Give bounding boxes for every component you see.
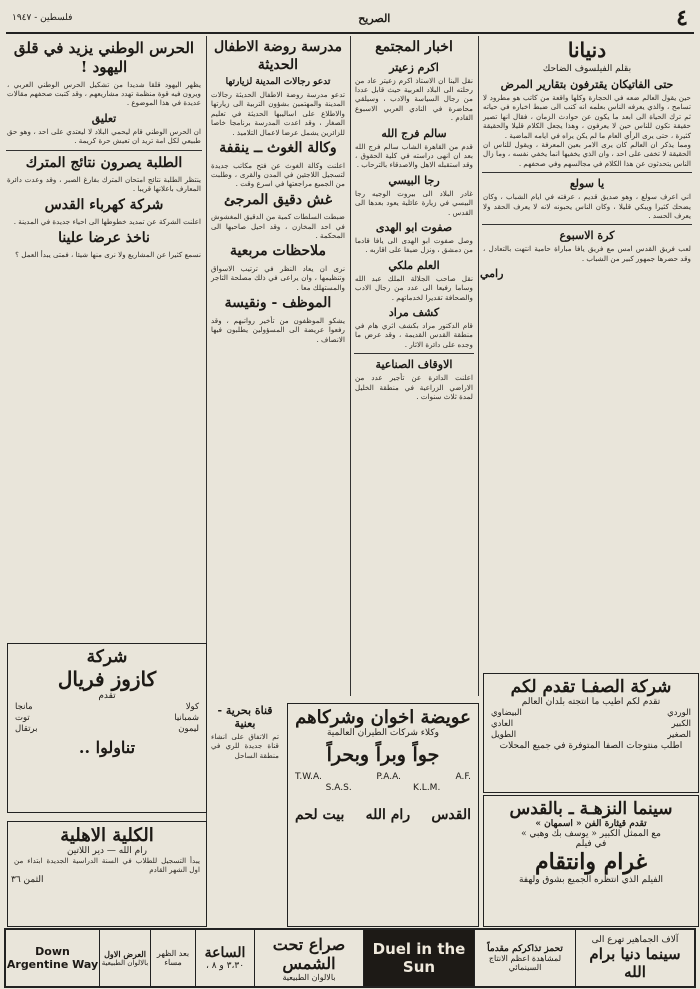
page-number: ٤: [676, 5, 688, 31]
banner-cell: [6, 930, 99, 986]
cooperative-note: [208, 700, 282, 918]
ad-line: مع الممثل الكبير « يوسف بك وهبي »: [521, 829, 661, 839]
article-body: يشكو الموظفون من تأخير رواتبهم ، وقد رفعوا عريضة الى المسؤولين يطلبون فيها الانصاف .: [211, 315, 345, 344]
ad-text: الفيلم الذي انتظره الجميع بشوق ولهفة: [518, 875, 664, 885]
column-body: ومما يذكر ان العالم كان يرى الامر بعين المعرفة ، ويقول للناس ان الحقيقة لا تخفى على احد ، وان الذي يخفيها انما يخفي نفسه ، وما زال الناس يتحدثون عن هذا الكلام في مجالسهم وفي صحفهم .: [483, 140, 691, 168]
column-divider: [350, 36, 351, 696]
airline-code: A.F.: [455, 772, 471, 782]
column-body: اني اعرف سولع ، وهو صديق قديم ، عرفته في ايام الشباب ، وكان يضحك كثيرا ويبكي قليلا ، وكان الناس يحبونه لانه لا يعرف الحقد ولا يعرف الحسد .: [483, 192, 691, 221]
ad-footer: اطلب منتوجات الصفا المتوفرة في جميع المحلات: [499, 741, 683, 751]
film-title: غرام وانتقام: [535, 849, 647, 875]
news-heading: العلم ملكي: [388, 258, 440, 272]
ad-title: الكلية الاهلية: [60, 825, 154, 846]
article-body: اعلنت وكالة الغوث عن فتح مكاتب جديدة لتسجيل اللاجئين في المدن والقرى ، وطلبت من الجميع مراجعتها في اسرع وقت .: [211, 160, 345, 189]
article-body: تم الاتفاق على انشاء قناة جديدة للري في منطقة الساحل: [211, 732, 279, 760]
airline-code: P.A.A.: [376, 772, 402, 782]
banner-cell: [99, 930, 150, 986]
news-text: وصل صفوت ابو الهدى الى يافا قادما من دمشق ، ونزل ضيفا على اقاربه .: [355, 235, 473, 255]
article-heading: قناة بحرية - بعنية: [217, 704, 273, 730]
masthead: الصريح: [358, 11, 391, 25]
banner-text: بالالوان الطبيعية: [101, 959, 149, 967]
article-heading: شركة كهرباء القدس: [44, 196, 164, 213]
article-heading: الموظف - ونقيسة: [224, 295, 332, 312]
ad-line: تقدم قيثارة الفن « اسمهان »: [535, 819, 647, 829]
article-heading: الطلبة يصرون نتائج المترك: [25, 154, 183, 171]
ad-text: يبدأ التسجيل للطلاب في السنة الدراسية الجديدة ابتداء من اول الشهر القادم: [14, 856, 200, 875]
page-header: [6, 4, 694, 34]
article-title: الحرس الوطني يزيد في قلق اليهود !: [13, 39, 195, 76]
product-item: العادي: [491, 719, 514, 729]
news-text: اعلنت الدائرة عن تأجير عدد من الاراضي الزراعية في منطقة الخليل لمدة ثلاث سنوات .: [355, 373, 473, 402]
article-body: اعلنت الشركة عن تمديد خطوطها الى احياء جديدة في المدينة .: [13, 217, 201, 227]
ad-tagline: تقدم: [98, 691, 116, 701]
product-item: الوردي: [667, 708, 691, 718]
section-heading: كرة الاسبوع: [559, 229, 615, 243]
drink-item: مانجا: [15, 702, 33, 712]
news-heading: اكرم زعيتر: [389, 60, 439, 74]
article-body: نسمع كثيرا عن المشاريع ولا نرى منها شيئا ، فمتى يبدأ العمل ؟: [15, 250, 201, 260]
banner-cell: [363, 930, 474, 986]
city-name: بيت لحم: [295, 807, 345, 823]
column-subtitle: بقلم الفيلسوف الضاحك: [542, 64, 632, 74]
ad-footer: الثمن ٣٦: [11, 874, 44, 885]
news-text: نقل الينا ان الاستاذ اكرم زعيتر عاد من رحلته الى البلاد العربية حيث قابل عددا من رجال السياسة والادب ، وسيلقي محاضرة في النادي العربي الاسبوع القادم .: [355, 75, 473, 123]
article-heading: وكالة الغوث ــ ينقفة: [219, 140, 337, 157]
ad-subtitle: وكلاء شركات الطيران العالمية: [326, 728, 440, 738]
column-divider: [478, 36, 479, 696]
divider: [6, 150, 202, 151]
news-heading: رجا البيسي: [388, 173, 440, 187]
city-name: القدس: [431, 807, 471, 823]
ad-slogan: جواً وبراً وبحراً: [326, 744, 440, 766]
banner-text: العرض الاول: [104, 949, 146, 959]
ad-safa: [483, 673, 699, 793]
film-title-en: Duel in the Sun: [372, 940, 466, 976]
article-body: ان الحرس الوطني قام ليحمي البلاد لا ليعتدي على احد ، وهو حق طبيعي لكل امة تريد ان تعيش حرة كريمة .: [7, 126, 201, 146]
showtimes: ٣،٣٠ و ٨ ،: [205, 961, 245, 971]
product-item: البيضاوي: [491, 708, 522, 718]
product-item: الكبير: [671, 719, 691, 729]
article-heading: تعليق: [91, 111, 117, 125]
ad-title: سينما النزهـة ـ بالقدس: [509, 799, 673, 819]
ad-kazoz: [7, 643, 207, 813]
banner-text: بعد الظهر: [156, 949, 190, 958]
column-body: حين يقول العالم ضعه في الحجارة وكلها واقعة من كاتب هو مطرود لا تسامح ، والذي يعرفه الناس بعلمه انه كتب الى ضبط اخباره في حياته ثم ترك الحياة الى ابعد ما يكون عن حوادث الزمان ، فقال انها تصير حقيقة تكون للناس حين لا يعرفون ، وهذا يجعل الكلام قليلا والحقيقة كثيرة ، حتى يرى الرأي العام ما لم يكن يراه في ايامه الماضية .: [483, 93, 691, 140]
column-title: دنيانا: [567, 38, 607, 62]
section-heading: يا سولع: [569, 177, 605, 191]
article-body: تدعو مدرسة روضة الاطفال الحديثة رجالات المدينة والمهتمين بشؤون التربية الى زيارتها والاطلاع على اساليبها الحديثة في تعليم الصغار ، وقد اعدت المدرسة برنامجا خاصا للزائرين يشمل عرضا لاعمال التلاميذ .: [211, 90, 345, 137]
drink-item: ليمون: [178, 724, 199, 734]
column-dunyana: [480, 36, 694, 696]
article-heading: غش دقيق المرجئ: [223, 191, 333, 208]
banner-cell: [195, 930, 254, 986]
news-heading: صفوت ابو الهدى: [375, 220, 453, 234]
divider: [354, 353, 474, 354]
column-body: لعب فريق القدس امس مع فريق يافا مباراة حامية انتهت بالتعادل ، وقد حضرها جمهور كبير من الشباب .: [483, 244, 691, 263]
banner-text: تحمز تذاكركم مقدماً: [487, 944, 563, 954]
news-text: نقل صاحب الجلالة الملك عبد الله وساما رفيعا الى عدد من رجال الادب والصحافة تقديرا لخدماتهم .: [355, 273, 473, 302]
film-title-ar: صراع تحت الشمس: [272, 934, 346, 973]
product-item: الطويل: [491, 730, 517, 740]
column-national-guard: [4, 36, 204, 636]
drink-item: توت: [15, 713, 30, 723]
product-item: الصغير: [667, 730, 691, 740]
ad-place: رام الله — دير اللاتين: [66, 846, 148, 856]
banner-text: مساء: [164, 958, 182, 967]
ad-brand: كازوز فريال: [57, 667, 157, 691]
column-kindergarten: [208, 36, 348, 696]
article-body: ينتظر الطلبة نتائج امتحان المترك بفارغ الصبر ، وقد وعدت دائرة المعارف باعلانها قريبا .: [7, 175, 201, 194]
issue-date: فلسطين - ١٩٤٧: [12, 13, 73, 23]
section-title: اخبار المجتمع: [375, 39, 453, 55]
film-title-en: Down Argentine Way: [6, 945, 99, 971]
article-heading: ملاحظات مربعية: [230, 243, 326, 260]
article-subtitle: تدعو رجالات المدينة لزيارتها: [225, 77, 331, 87]
cinema-banner: [4, 928, 696, 988]
banner-cell: [254, 930, 363, 986]
news-heading: سالم فرج الله: [381, 126, 447, 140]
banner-cell: [150, 930, 195, 986]
ad-college: [7, 821, 207, 927]
ad-title: شركة الصفـا تقدم لكم: [510, 677, 672, 697]
drink-item: برتقال: [15, 724, 38, 734]
divider: [482, 172, 692, 173]
ad-title: عويضة اخوان وشركاهم: [295, 707, 471, 728]
airline-code: S.A.S.: [325, 783, 352, 793]
news-heading: كشف مراد: [388, 306, 440, 319]
banner-text: بالالوان الطبيعية: [282, 972, 336, 982]
banner-text: الساعة: [204, 945, 246, 961]
banner-cell: [575, 930, 694, 986]
divider: [482, 224, 692, 225]
drink-item: كولا: [185, 702, 199, 712]
news-text: غادر البلاد الى بيروت الوجيه رجا البيسي في زيارة عائلية يعود بعدها الى القدس .: [355, 188, 473, 217]
city-name: رام الله: [365, 807, 411, 823]
signature: رامي: [480, 267, 504, 281]
ad-footer: تناولوا ..: [78, 738, 136, 757]
banner-text: آلاف الجماهير تهرع الى: [591, 935, 679, 945]
article-heading: ناخذ عرضا علينا: [58, 229, 150, 246]
ad-title: شركة: [86, 647, 128, 667]
news-heading: الاوقاف الصناعية: [375, 358, 453, 372]
column-intro: حتى الفاتيكان يقترفون بتقارير المرض: [500, 78, 674, 91]
column-society: [352, 36, 476, 696]
drink-item: شمبانيا: [174, 713, 199, 723]
airline-code: K.L.M.: [413, 783, 441, 793]
article-body: ضبطت السلطات كمية من الدقيق المغشوش في احد المخازن ، وقد احيل صاحبها الى المحكمة .: [211, 212, 345, 241]
banner-text: لمشاهدة اعظم الانتاج السينمائي: [488, 954, 562, 972]
ad-cinema-nuzha: [483, 795, 699, 927]
banner-cell: [474, 930, 575, 986]
article-body: نرى ان يعاد النظر في ترتيب الاسواق وتنظيمها ، وان يراعى في ذلك مصلحة التاجر والمستهلك معا .: [211, 263, 345, 292]
ad-awad-brothers: [287, 703, 479, 927]
ad-subtitle: تقدم لكم اطيب ما انتجته بلدان العالم: [521, 697, 661, 707]
news-text: قدم من القاهرة الشاب سالم فرج الله بعد ان انهى دراسته في كلية الحقوق ، وقد استقبله الاهل والاصدقاء بالترحاب .: [355, 141, 473, 170]
banner-text: سينما دنيا برام الله: [589, 945, 681, 981]
article-body: يظهر اليهود قلقا شديدا من تشكيل الحرس الوطني العربي ، ويرون فيه قوة منظمة تهدد مشاريعهم ، وقد كتبت صحفهم مقالات عديدة في هذا الموضوع .: [7, 79, 201, 108]
airline-code: T.W.A.: [295, 772, 322, 782]
article-title: مدرسة روضة الاطفال الحديثة: [213, 39, 343, 73]
film-label: في فيلم: [575, 839, 607, 849]
news-text: قام الدكتور مراد بكشف اثري هام في منطقة القدس القديمة ، وقد عرض ما وجده على دائرة الاثار .: [355, 321, 473, 349]
